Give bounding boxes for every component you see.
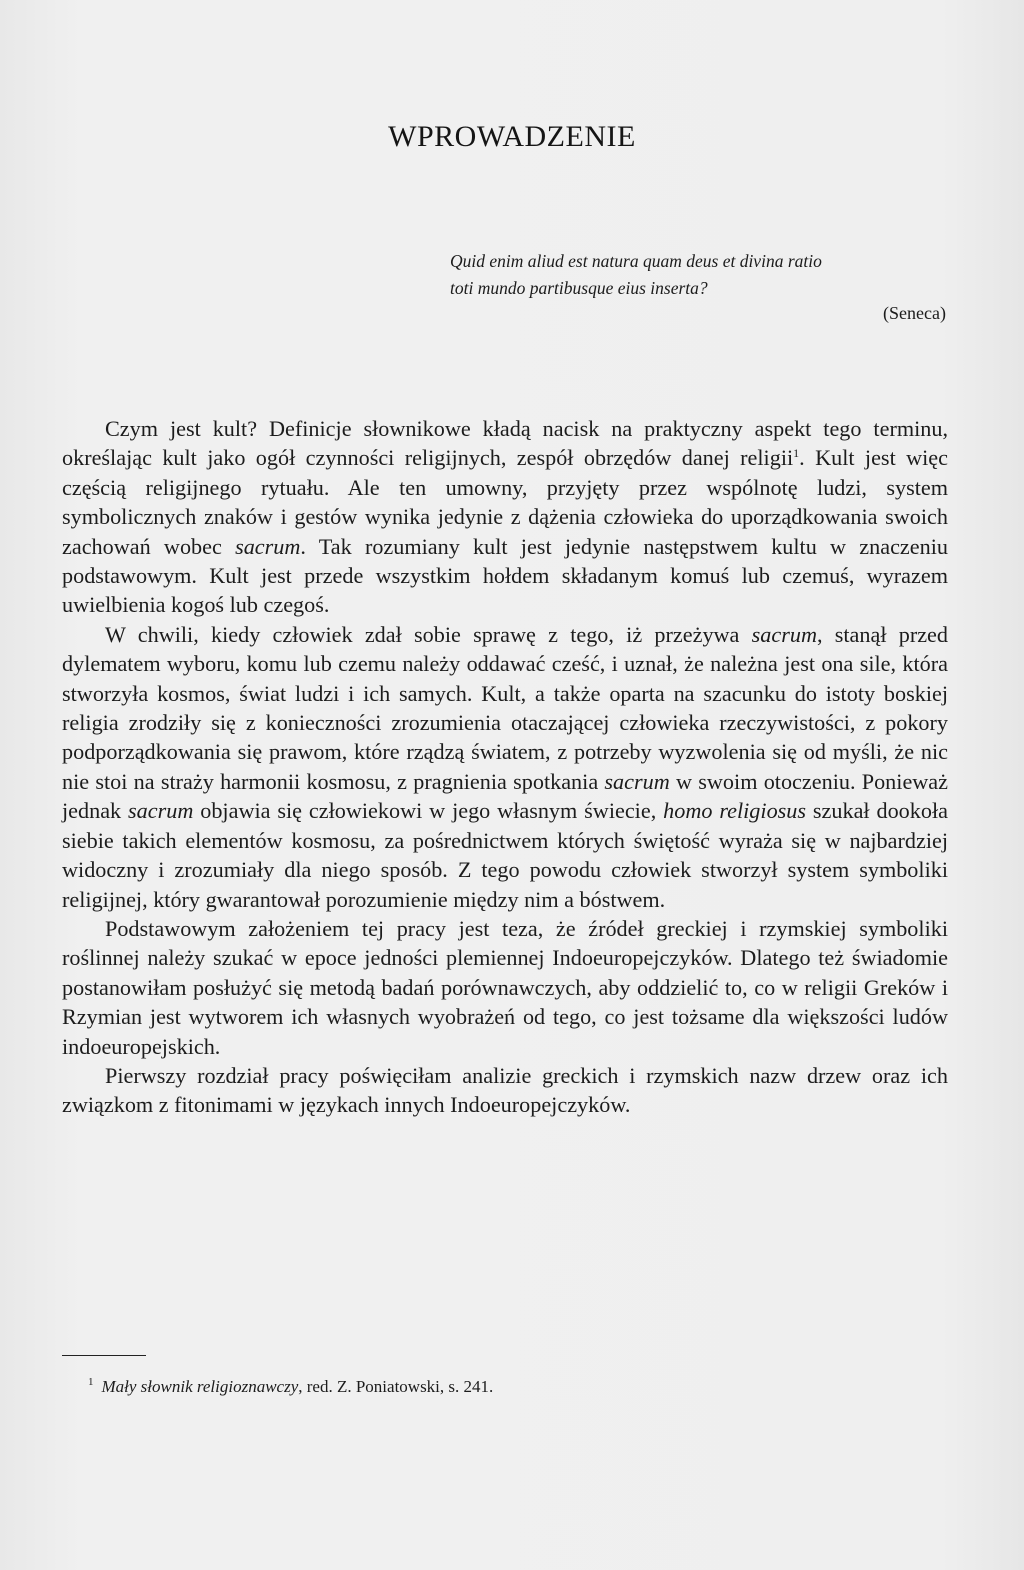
text-run: szukał dookoła siebie takich elementów kosmosu, za pośrednictwem których świętość wyraża się w najbardziej widoczny i zrozumiały dla niego sposób. Z tego powodu człowiek stworzył system symboliki religijnej, który gwarantował porozumienie między nim a bóstwem. — [62, 798, 948, 912]
paragraph — [62, 414, 948, 620]
paragraph — [62, 620, 948, 914]
epigraph-attribution: (Seneca) — [883, 303, 946, 323]
footnote-divider — [62, 1355, 146, 1356]
epigraph-line-1: Quid enim aliud est natura quam deus et divina ratio — [450, 251, 822, 271]
italic-term: sacrum — [235, 533, 301, 559]
footnote-reference: , red. Z. Poniatowski, s. 241. — [298, 1377, 494, 1396]
text-run: w swoim otoczeniu. Ponieważ jednak — [62, 768, 949, 824]
text-run: . Tak rozumiany kult jest jedynie następstwem kultu w znaczeniu podstawowym. Kult jest przede wszystkim hołdem składanym komuś lub czemuś, wyrazem uwielbienia kogoś lub czegoś. — [62, 533, 948, 618]
text-run: , stanął przed dylematem wyboru, komu lub czemu należy oddawać cześć, i uznał, że należna jest ona sile, która stworzyła kosmos, świat ludzi i ich samych. Kult, a także oparta na szacunku do istoty boskiej religia zrodziły się z konieczności zrozumienia otaczającej człowieka rzeczywistości, z pokory podporządkowania się prawom, które rządzą światem, z potrzeby wyzwolenia się od myśli, że nic nie stoi na straży harmonii kosmosu, z pragnienia spotkania — [62, 621, 948, 794]
paragraph — [62, 1061, 948, 1120]
footnote-marker: 1 — [793, 446, 800, 461]
italic-term: sacrum — [604, 768, 670, 794]
text-run: W chwili, kiedy człowiek zdał sobie sprawę z tego, iż przeżywa — [105, 621, 752, 647]
footnote-number: 1 — [88, 1376, 94, 1388]
paragraph — [62, 914, 948, 1061]
italic-term: sacrum — [751, 621, 817, 647]
text-run: objawia się człowiekowi w jego własnym świecie, — [193, 798, 664, 824]
body-text — [62, 414, 948, 1120]
text-run: . Kult jest więc częścią religijnego rytuału. Ale ten umowny, przyjęty przez wspólnotę ludzi, system symbolicznych znaków i gestów wynika jedynie z dążenia człowieka do uporządkowania swoich zachowań wobec — [62, 445, 948, 559]
epigraph — [450, 248, 955, 302]
text-run: Podstawowym założeniem tej pracy jest teza, że źródeł greckiej i rzymskiej symboliki roślinnej należy szukać w epoce jedności plemiennej Indoeuropejczyków. Dlatego też świadomie postanowiłam posłużyć się metodą badań porównawczych, aby oddzielić to, co w religii Greków i Rzymian jest wytworem ich własnych wyobrażeń od tego, co jest tożsame dla większości ludów indoeuropejskich. — [62, 915, 948, 1059]
italic-term: homo religiosus — [663, 798, 807, 824]
epigraph-line-2: toti mundo partibusque eius inserta? — [450, 278, 708, 298]
text-run: Pierwszy rozdział pracy poświęciłam analizie greckich i rzymskich nazw drzew oraz ich związkom z fitonimami w językach innych Indoeuropejczyków. — [62, 1062, 948, 1118]
footnote — [88, 1376, 493, 1397]
italic-term: sacrum — [128, 798, 194, 824]
footnote-title: Mały słownik religioznawczy — [101, 1377, 299, 1396]
chapter-heading: WPROWADZENIE — [388, 120, 636, 153]
text-run: Czym jest kult? Definicje słownikowe kładą nacisk na praktyczny aspekt tego terminu, określając kult jako ogół czynności religijnych, zespół obrzędów danej religii — [62, 416, 948, 471]
